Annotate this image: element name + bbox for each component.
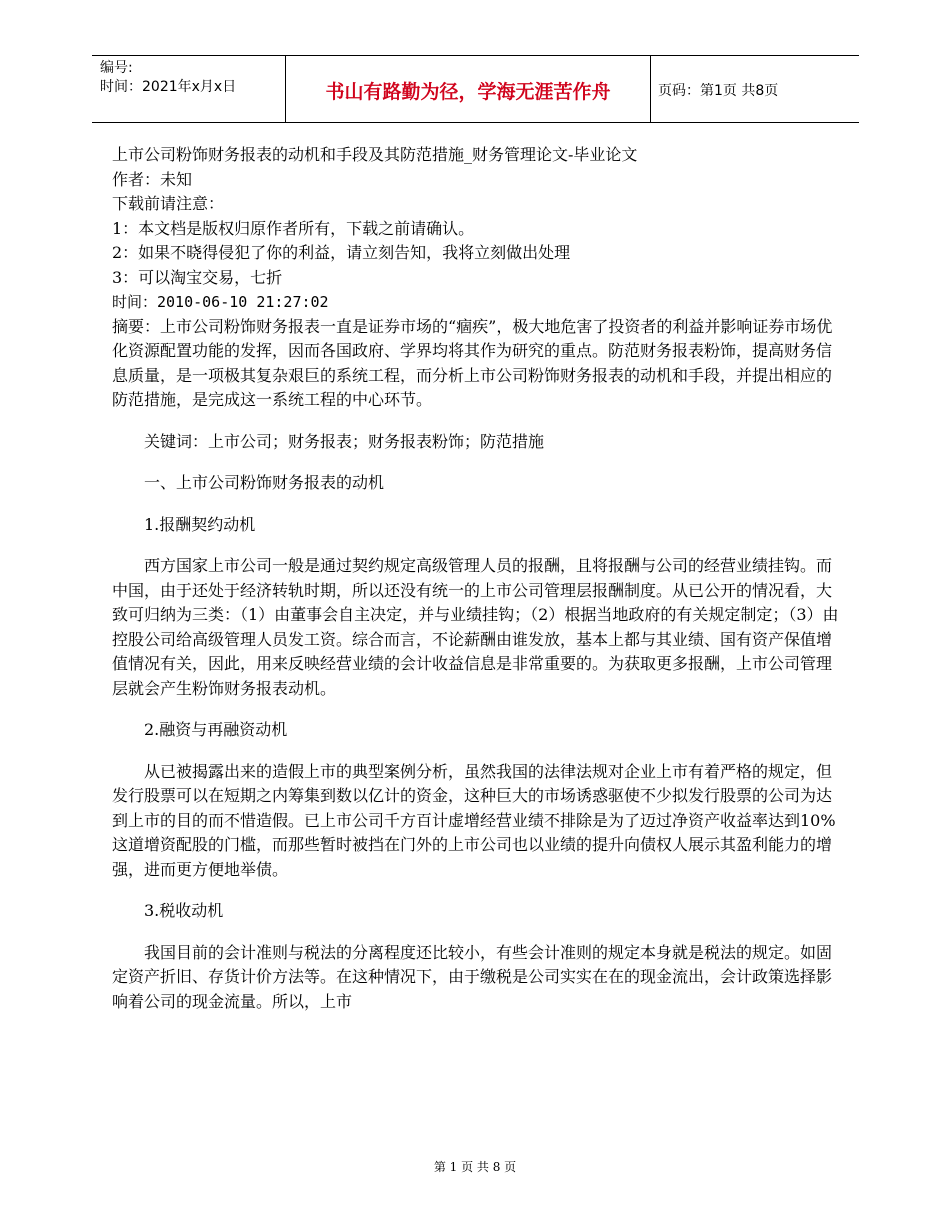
section-heading: 一、上市公司粉饰财务报表的动机: [144, 473, 385, 492]
subsection-heading: 2.融资与再融资动机: [144, 720, 288, 739]
doc-title: 上市公司粉饰财务报表的动机和手段及其防范措施_财务管理论文-毕业论文: [112, 145, 638, 164]
body-paragraph: 西方国家上市公司一般是通过契约规定高级管理人员的报酬，且将报酬与公司的经营业绩挂钩。而中国，由于还处于经济转轨时期，所以还没有统一的上市公司管理层报酬制度。从已公开的情况看，大致可归纳为三类：（1）由董事会自主决定，并与业绩挂钩；（2）根据当地政府的有关规定制定；（3）由控股公司给高级管理人员发工资。综合而言，不论薪酬由谁发放，基本上都与其业绩、国有资产保值增值情况有关，因此，用来反映经营业绩的会计收益信息是非常重要的。为获取更多报酬，上市公司管理层就会产生粉饰财务报表动机。: [112, 556, 839, 698]
header-meta: [92, 56, 285, 122]
subsection-heading: 1.报酬契约动机: [144, 514, 256, 534]
header-motto-cell: [285, 56, 651, 122]
header-page-cell: [650, 56, 859, 122]
time-label: 时间：2021年x月x日: [100, 79, 237, 95]
notice-item: 3：可以淘宝交易，七折: [112, 267, 283, 287]
abstract: 摘要：上市公司粉饰财务报表一直是证券市场的“痼疾”，极大地危害了投资者的利益并影响证券市场优化资源配置功能的发挥，因而各国政府、学界均将其作为研究的重点。防范财务报表粉饰，提高财务信息质量，是一项极其复杂艰巨的系统工程，而分析上市公司粉饰财务报表的动机和手段，并提出相应的防范措施，是完成这一系统工程的中心环节。: [112, 316, 833, 409]
body-paragraph: 从已被揭露出来的造假上市的典型案例分析，虽然我国的法律法规对企业上市有着严格的规定，但发行股票可以在短期之内筹集到数以亿计的资金，这种巨大的市场诱惑驱使不少拟发行股票的公司为达到上市的目的而不惜造假。已上市公司千方百计虚增经营业绩不排除是为了迈过净资产收益率达到10%这道增资配股的门槛，而那些暂时被挡在门外的上市公司也以业绩的提升向债权人展示其盈利能力的增强，进而更方便地举债。: [112, 761, 836, 879]
notice-item: 1：本文档是版权归原作者所有，下载之前请确认。: [112, 218, 475, 238]
keywords: 关键词：上市公司；财务报表；财务报表粉饰；防范措施: [144, 431, 545, 451]
body-paragraph: 我国目前的会计准则与税法的分离程度还比较小，有些会计准则的规定本身就是税法的规定。如固定资产折旧、存货计价方法等。在这种情况下，由于缴税是公司实实在在的现金流出，会计政策选择影响着公司的现金流量。所以，上市: [112, 942, 833, 1011]
notice-heading: 下载前请注意：: [112, 194, 225, 213]
header-page-info: 页码：第1页 共8页: [658, 83, 779, 99]
doc-time: 时间：2010-06-10 21:27:02: [112, 293, 329, 311]
header-motto: 书山有路勤为径，学海无涯苦作舟: [325, 81, 611, 103]
document-body: [112, 143, 842, 1014]
subsection-heading: 3.税收动机: [144, 901, 224, 920]
doc-author: 作者：未知: [112, 169, 193, 189]
notice-item: 2：如果不晓得侵犯了你的利益，请立刻告知，我将立刻做出处理: [112, 243, 571, 262]
page-header: [92, 55, 859, 123]
page-footer: 第 1 页 共 8 页: [433, 1160, 517, 1174]
number-label: 编号:: [100, 60, 133, 76]
